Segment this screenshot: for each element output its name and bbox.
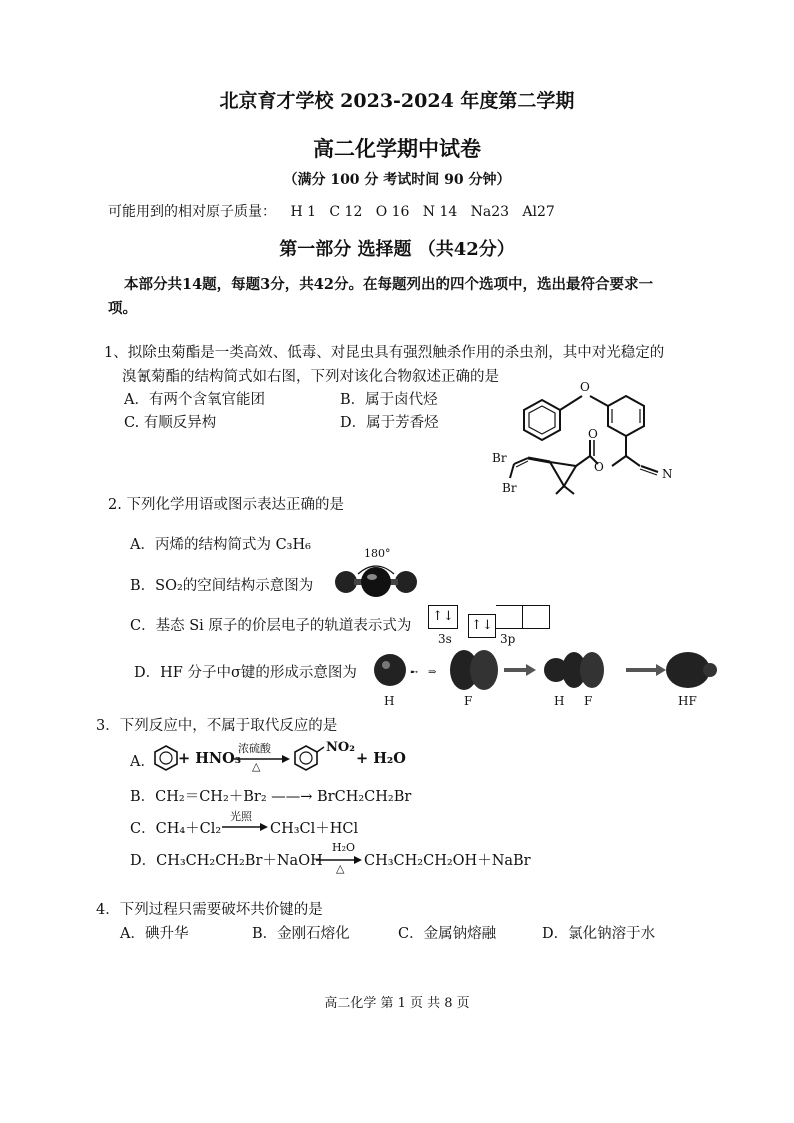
benzene-icon (152, 744, 180, 772)
q3-option-c[interactable] (130, 817, 221, 838)
q1-atom-o3: O (588, 427, 598, 441)
q3-opt-c-cond: 光照 (230, 810, 252, 823)
q3-option-b[interactable]: B．CH₂＝CH₂＋Br₂ ——→ BrCH₂CH₂Br (130, 789, 412, 805)
section-intro-line2: 项。 (108, 300, 137, 317)
q3-option-d[interactable] (130, 849, 323, 870)
nitrobenzene-icon (292, 744, 320, 772)
q3-opt-a-prefix: A． (130, 754, 155, 770)
section-title: 第一部分 选择题 （共42分） (279, 239, 515, 260)
q2-option-d[interactable]: D．HF 分子中σ键的形成示意图为 (134, 665, 357, 681)
atomic-mass-label: 可能用到的相对原子质量： (108, 204, 276, 220)
q3-opt-d-cond-bottom: △ (336, 862, 345, 875)
orbital-3s-box: ↑↓ (428, 605, 458, 629)
hf-label-f1: F (464, 694, 473, 708)
q3-opt-a-product: NO₂ (326, 740, 355, 755)
q1-option-d[interactable]: D．属于芳香烃 (340, 415, 439, 431)
page-footer: 高二化学 第 1 页 共 8 页 (324, 996, 470, 1011)
so2-model-icon (326, 558, 426, 598)
q1-atom-br2: Br (502, 481, 517, 495)
hf-label-f2: F (584, 694, 593, 708)
q3-opt-c-right: CH₃Cl＋HCl (270, 821, 359, 837)
orbital-3p-label: 3p (500, 632, 516, 646)
q3-opt-a-water: + H₂O (356, 750, 406, 767)
q4-option-c[interactable]: C．金属钠熔融 (398, 926, 497, 942)
q3-opt-a-cond-bottom: △ (252, 760, 261, 773)
hf-label-hf: HF (678, 694, 697, 708)
orbital-3s-label: 3s (438, 632, 452, 646)
q4-option-b[interactable]: B．金刚石熔化 (252, 926, 350, 942)
atomic-mass-line (108, 201, 555, 221)
q2-stem: 2. 下列化学用语或图示表达正确的是 (108, 497, 344, 513)
q4-stem: 4．下列过程只需要破坏共价键的是 (96, 902, 323, 918)
q2-option-a[interactable]: A．丙烯的结构简式为 C₃H₆ (130, 537, 311, 553)
q1-atom-o1: O (580, 380, 590, 394)
q1-atom-br1: Br (492, 451, 507, 465)
q3-opt-d-left: D．CH₃CH₂CH₂Br＋NaOH (130, 853, 323, 869)
svg-text:⇒: ⇒ (428, 667, 437, 678)
section-intro-line1: 本部分共14题，每题3分，共42分。在每题列出的四个选项中，选出最符合要求一 (124, 276, 653, 293)
exam-title: 高二化学期中试卷 (313, 136, 481, 161)
hf-label-h1: H (384, 694, 395, 708)
atomic-mass-values: H 1 C 12 O 16 N 14 Na23 Al27 (290, 204, 555, 220)
q3-opt-a-cond-top: 浓硫酸 (238, 742, 271, 755)
exam-info: （满分 100 分 考试时间 90 分钟） (283, 172, 511, 188)
q3-opt-d-cond-top: H₂O (332, 841, 356, 854)
q1-option-c[interactable]: C. 有顺反异构 (124, 415, 217, 431)
q2-angle-label: 180° (364, 547, 391, 560)
q1-stem-line2: 溴氰菊酯的结构简式如右图，下列对该化合物叙述正确的是 (122, 369, 499, 385)
hf-sigma-bond-diagram (370, 648, 720, 692)
q1-option-b[interactable]: B．属于卤代烃 (340, 392, 438, 408)
q3-opt-d-right: CH₃CH₂CH₂OH＋NaBr (364, 853, 531, 869)
arrow-icon (222, 822, 268, 832)
q3-opt-a-reagent: + HNO₃ (178, 750, 242, 767)
q4-option-d[interactable]: D．氯化钠溶于水 (542, 926, 656, 942)
arrow-icon (234, 754, 290, 764)
q2-option-b[interactable]: B．SO₂的空间结构示意图为 (130, 578, 314, 594)
q3-opt-c-left: C．CH₄＋Cl₂ (130, 821, 222, 837)
hf-label-h2: H (554, 694, 565, 708)
q1-stem-line1: 1、拟除虫菊酯是一类高效、低毒、对昆虫具有强烈触杀作用的杀虫剂，其中对光稳定的 (104, 345, 665, 361)
svg-text:➸: ➸ (410, 667, 419, 678)
orbital-3p-boxes: ↑↓ (468, 605, 550, 638)
q1-atom-o2: O (594, 460, 604, 474)
school-line: 北京育才学校 2023-2024 年度第二学期 (219, 90, 575, 112)
q3-stem: 3．下列反应中，不属于取代反应的是 (96, 718, 338, 734)
q2-option-c[interactable]: C．基态 Si 原子的价层电子的轨道表示式为 (130, 618, 412, 634)
q1-atom-n: N (662, 467, 673, 481)
q4-option-a[interactable]: A．碘升华 (120, 926, 189, 942)
q1-option-a[interactable]: A．有两个含氧官能团 (124, 392, 265, 408)
